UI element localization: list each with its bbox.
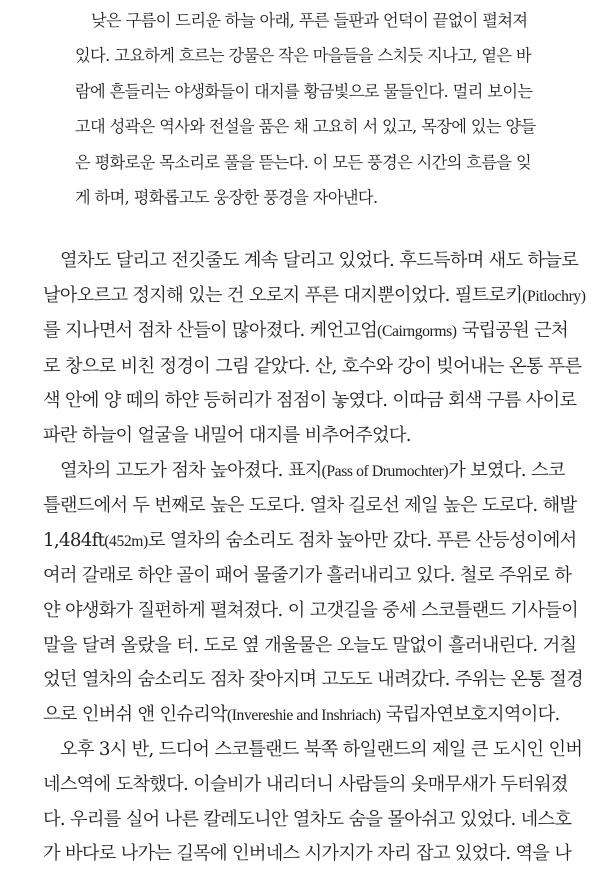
paragraph: [43, 244, 584, 454]
body-line: 다. 우리를 실어 나른 칼레도니안 열차도 숨을 몰아쉬고 있었다. 네스호: [43, 808, 572, 830]
latin-term: (452m): [104, 532, 148, 550]
quote-line: 고대 성곽은 역사와 전설을 품은 채 고요히 서 있고, 목장에 있는 양들: [75, 117, 536, 137]
body-line: 네스역에 도착했다. 이슬비가 내리더니 사람들의 옷매무새가 두터워졌: [43, 773, 568, 795]
text-run: 날아오르고 정지해 있는 건 오로지 푸른 대지뿐이었다. 필트로키: [43, 284, 523, 306]
latin-term: (Invereshie and Inshriach): [226, 706, 381, 724]
body-line: [43, 698, 584, 734]
body-line: 색 안에 양 떼의 하얀 등허리가 점점이 놓였다. 이따금 회색 구름 사이로: [43, 390, 577, 412]
text-run: 국립공원 근처: [456, 320, 568, 342]
body-line: 여러 갈래로 하얀 골이 패어 물줄기가 흘러내리고 있다. 철로 주위로 하: [43, 565, 572, 587]
body-line: [43, 454, 584, 490]
quote-line: 람에 흔들리는 야생화들이 대지를 황금빛으로 물들인다. 멀리 보이는: [75, 81, 533, 101]
quote-line: 게 하며, 평화롭고도 웅장한 풍경을 자아낸다.: [75, 188, 378, 208]
body-line: 가 바다로 나가는 길목에 인버네스 시가지가 자리 잡고 있었다. 역을 나: [43, 843, 572, 865]
body-line: [43, 314, 584, 350]
paragraph: [43, 733, 584, 871]
latin-term: (Pitlochry): [522, 287, 586, 305]
paragraph: [43, 454, 584, 734]
quote-line: 은 평화로운 목소리로 풀을 뜯는다. 이 모든 풍경은 시간의 흐름을 잊: [75, 152, 532, 172]
body-line: 틀랜드에서 두 번째로 높은 도로다. 열차 길로선 제일 높은 도로다. 해발: [43, 495, 577, 517]
body-line: 열차도 달리고 전깃줄도 계속 달리고 있었다. 후드득하며 새도 하늘로: [60, 250, 579, 271]
latin-term: (Pass of Drumochter): [321, 462, 449, 480]
text-run: 으로 인버쉬 앤 인슈리악: [43, 703, 227, 725]
quote-line: 낮은 구름이 드리운 하늘 아래, 푸른 들판과 언덕이 끝없이 펼쳐져: [91, 11, 528, 30]
text-run: 를 지나면서 점차 산들이 많아졌다. 케언고엄: [43, 320, 378, 342]
text-run: 국립자연보호지역이다.: [380, 703, 560, 725]
text-run: 가 보였다. 스코: [448, 459, 565, 481]
body-text: [43, 244, 584, 872]
latin-term: (Cairngorms): [377, 323, 457, 341]
quote-line: 있다. 고요하게 흐르는 강물은 작은 마을들을 스치듯 지나고, 옅은 바: [75, 46, 532, 66]
body-line: 얀 야생화가 질펀하게 펼쳐졌다. 이 고갯길을 중세 스코틀랜드 기사들이: [43, 599, 578, 621]
text-run: 1,484ft: [43, 529, 105, 551]
body-line: 었던 열차의 숨소리도 점차 잦아지며 고도도 내려갔다. 주위는 온통 절경: [43, 669, 584, 691]
text-run: 열차의 고도가 점차 높아졌다. 표지: [60, 459, 322, 481]
body-line: [43, 524, 584, 560]
body-line: 로 창으로 비친 정경이 그림 같았다. 산, 호수와 강이 빚어내는 온통 푸른: [43, 355, 582, 377]
body-line: 파란 하늘이 얼굴을 내밀어 대지를 비추어주었다.: [43, 424, 411, 446]
intro-quote-block: [75, 3, 551, 215]
body-line: 오후 3시 반, 드디어 스코틀랜드 북쪽 하일랜드의 제일 큰 도시인 인버: [60, 739, 583, 761]
body-line: [43, 279, 584, 315]
body-line: 말을 달려 올랐을 터. 도로 옆 개울물은 오늘도 말없이 흘러내린다. 거칠: [43, 634, 577, 656]
text-run: 로 열차의 숨소리도 점차 높아만 갔다. 푸른 산등성이에서: [147, 529, 577, 551]
